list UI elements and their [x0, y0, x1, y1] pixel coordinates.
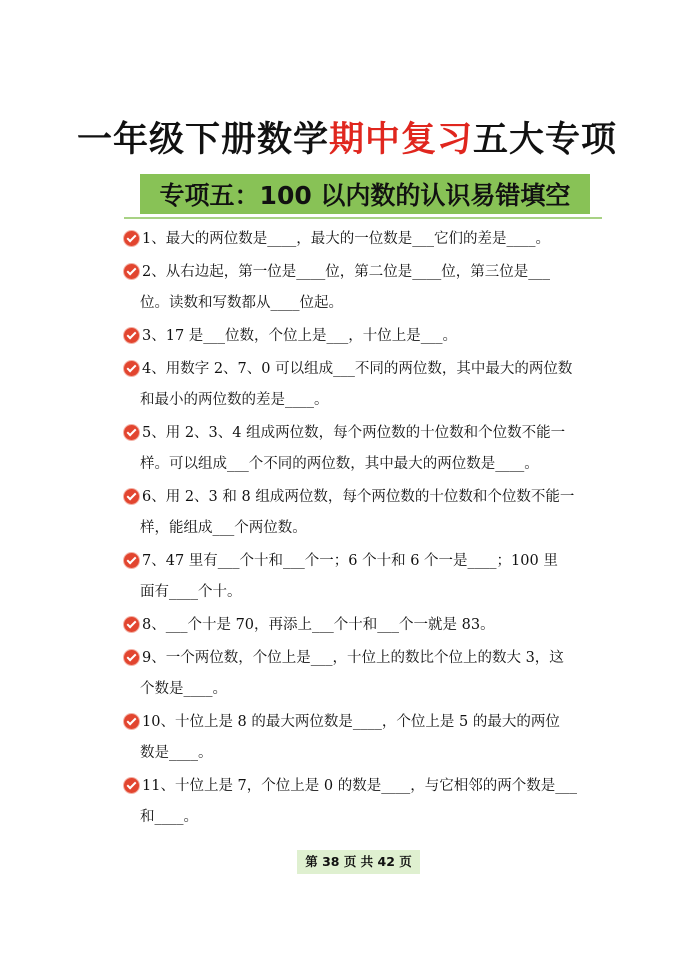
question-text: 9、一个两位数，个位上是___，十位上的数比个位上的数大 3，这 [142, 650, 564, 666]
check-circle-icon [124, 328, 139, 343]
check-circle-icon [124, 650, 139, 665]
check-circle-icon [124, 714, 139, 729]
question-text: 8、___个十是 70，再添上___个十和___个一就是 83。 [142, 617, 495, 633]
question-text-continued: 数是____。 [140, 745, 213, 761]
question-text: 7、47 里有___个十和___个一；6 个十和 6 个一是____；100 里 [142, 553, 558, 569]
page-number-footer [297, 850, 420, 874]
question-text-continued: 和最小的两位数的差是____。 [140, 392, 329, 408]
question-text: 5、用 2、3、4 组成两位数，每个两位数的十位数和个位数不能一 [142, 425, 566, 441]
question-text-continued: 和____。 [140, 809, 198, 825]
check-circle-icon [124, 553, 139, 568]
title-part1: 一年级下册数学 [76, 120, 329, 160]
question-6 [124, 482, 602, 544]
question-text: 6、用 2、3 和 8 组成两位数，每个两位数的十位数和个位数不能一 [142, 489, 575, 505]
title-part2: 五大专项 [473, 120, 618, 160]
check-circle-icon [124, 264, 139, 279]
question-3 [124, 321, 602, 352]
page-title [0, 112, 694, 162]
check-circle-icon [124, 617, 139, 632]
check-circle-icon [124, 425, 139, 440]
question-text-continued: 样。可以组成___个不同的两位数，其中最大的两位数是____。 [140, 456, 539, 472]
question-text: 10、十位上是 8 的最大两位数是____，个位上是 5 的最大的两位 [142, 714, 560, 730]
question-4 [124, 354, 602, 416]
question-list [124, 224, 602, 835]
question-10 [124, 707, 602, 769]
check-circle-icon [124, 231, 139, 246]
question-1 [124, 224, 602, 255]
question-text: 4、用数字 2、7、0 可以组成___不同的两位数，其中最大的两位数 [142, 361, 573, 377]
question-2 [124, 257, 602, 319]
question-text-continued: 样，能组成___个两位数。 [140, 520, 307, 536]
question-text: 11、十位上是 7，个位上是 0 的数是____，与它相邻的两个数是___ [142, 778, 577, 794]
check-circle-icon [124, 361, 139, 376]
question-text-continued: 面有____个十。 [140, 584, 242, 600]
question-9 [124, 643, 602, 705]
question-text: 3、17 是___位数，个位上是___，十位上是___。 [142, 328, 458, 344]
question-text: 1、最大的两位数是____，最大的一位数是___它们的差是____。 [142, 231, 550, 247]
page-number-text: 第 38 页 共 42 页 [305, 854, 412, 869]
question-text: 2、从右边起，第一位是____位，第二位是____位，第三位是___ [142, 264, 550, 280]
section-banner-text: 专项五：100 以内数的认识易错填空 [159, 181, 571, 210]
section-banner [140, 174, 590, 214]
question-7 [124, 546, 602, 608]
question-text-continued: 位。读数和写数都从____位起。 [140, 295, 343, 311]
question-11 [124, 771, 602, 833]
title-accent: 期中复习 [328, 120, 473, 160]
question-8 [124, 610, 602, 641]
section-divider [124, 217, 602, 219]
question-5 [124, 418, 602, 480]
check-circle-icon [124, 489, 139, 504]
question-text-continued: 个数是____。 [140, 681, 227, 697]
check-circle-icon [124, 778, 139, 793]
